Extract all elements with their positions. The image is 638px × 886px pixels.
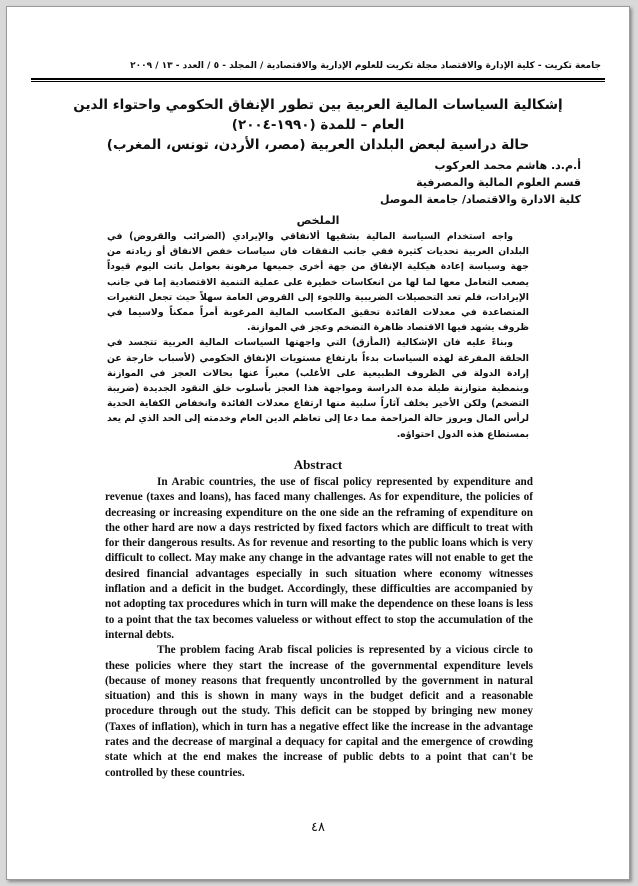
header-rule-thin — [31, 81, 605, 82]
document-page — [6, 6, 630, 880]
author-college: كلية الادارة والاقتصاد/ جامعة الموصل — [379, 193, 581, 206]
paper-title — [47, 95, 589, 155]
author-department: قسم العلوم المالية والمصرفية — [416, 176, 581, 189]
author-name: أ.م.د. هاشم محمد العركوب — [434, 159, 581, 172]
title-line-1: إشكالية السياسات المالية العربية بين تطور الإنفاق الحكومي واحتواء الدين — [73, 97, 563, 113]
arabic-abstract-paragraph-2: وبناءً عليه فان الإشكالية (المأزق) التي واجهتها السياسات المالية العربية تتجسد في الحلقة المفرغة لهذه السياسات بدءاً بارتفاع مستويات الإنفاق الحكومي (لأسباب خارجة عن إرادة الدولة في الظروف الطبيعية على الأغلب) معبراً عنها بحالات العجز في الموازنة وبنمطية متوازنة طيلة مدة الدراسة ومواجهة هذا العجز بأسلوب خلق النقود الجديدة (ضريبة التضخم) ولكن الأخير يخلف آثاراً سلبية منها ارتفاع معدلات الفائدة وانخفاض الكفاية الحدية لرأس المال وبروز حالة المزاحمة مما دعا إلى تعاظم الدين العام وخدمته إلى الحد الذي لم يعد بمستطاع هذه الدول احتواؤه. — [107, 337, 529, 440]
title-line-3: حالة دراسية لبعض البلدان العربية (مصر، الأردن، تونس، المغرب) — [106, 137, 530, 153]
arabic-abstract — [107, 229, 529, 442]
english-abstract — [105, 475, 533, 781]
header-rule-thick — [31, 78, 605, 80]
arabic-abstract-heading: الملخص — [296, 214, 340, 227]
arabic-abstract-paragraph-1: واجه استخدام السياسة المالية بشقيها ألانفاقي والإيرادي (الضرائب والقروض) في البلدان العربية تحديات كثيرة ففي جانب النفقات فان سياسات خفض الانفاق أو زيادته من جهة وسياسة إعادة هيكلية الإنفاق من جهة أخرى جميعها مرهونة بعوامل باتت اليوم قيوداً يصعب التعامل معها لما لها من انعكاسات خطيرة على عملية التنمية الاقتصادية إما في جانب الإيرادات، فلم تعد التحصيلات الضريبية واللجوء إلى القروض العامة سهلاً حيث تجعل التغيرات المتصاعدة في معدلات الفائدة تحقيق المكاسب المالية المرغوبة أمراً ممكناً ولاسيما في ظروف يشهد فيها الاقتصاد ظاهرة التضخم وعجز في الموازنة. — [107, 231, 529, 334]
author-block — [261, 157, 581, 208]
running-header: جامعة تكريت - كلية الإدارة والاقتصاد مجلة تكريت للعلوم الإدارية والاقتصادية / المجلد - ٥ / العدد - ١٣ / ٢٠٠٩ — [130, 61, 601, 71]
title-line-2: العام – للمدة (١٩٩٠-٢٠٠٤) — [231, 117, 405, 133]
page-number: ٤٨ — [311, 820, 325, 835]
english-abstract-paragraph-1: In Arabic countries, the use of fiscal policy represented by expenditure and revenue (taxes and loans), has faced many challenges. As for expenditure, the policies of decreasing or increasing expenditure on the one side an the reframing of expenditure on the other hard are now a days restricted by fixed factors which are difficult to treat with for their dangerous results. As for revenue and resorting to the public loans which is very difficult to collect. May make any change in the advantage rates will not enable to get the desired financial advantages especially in such situation where economy witnesses inflation and a deficit in the budget. Accordingly, these difficulties are accompanied by not adopting tax procedures which in turn will make the dependence on these loans is less to a point that the tax becomes valueless or without effect to stop the accumulation of the internal debts. — [105, 476, 533, 641]
english-abstract-paragraph-2: The problem facing Arab fiscal policies is represented by a vicious circle to these policies where they start the increase of the governmental expenditure levels (because of money reasons that frequently uncontrolled by the government in natural situation) and this is shown in many ways in the budget deficit and a reasonable procedure through out the study. This deficit can be stopped by bringing new money (Taxes of inflation), which in turn has a negative effect like the increase in the advantage rates and the decrease of marginal a dequacy for capital and the emergence of crowding state which at the end makes the increase of public debts to a point that can't be controlled by these countries. — [105, 644, 533, 779]
english-abstract-heading: Abstract — [293, 457, 343, 472]
